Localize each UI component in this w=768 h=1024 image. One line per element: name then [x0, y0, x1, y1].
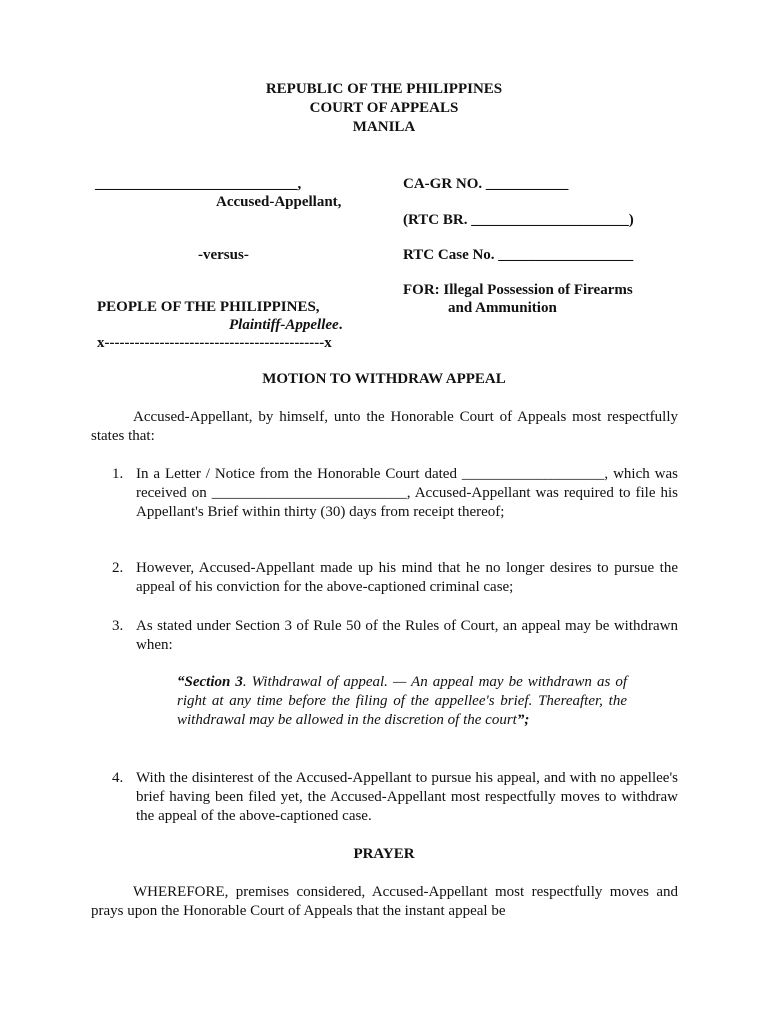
- appellee-role-end: .: [338, 317, 343, 333]
- list-item-text: In a Letter / Notice from the Honorable Court dated ___________________, which was received on __________________________, Accused-Appellant was required to file his Appellant's Brief within thirty (30) days from receipt thereof;: [136, 466, 678, 520]
- header-court: COURT OF APPEALS: [309, 100, 459, 116]
- offense-text-1: Illegal Possession of Firearms: [439, 282, 633, 298]
- intro-paragraph: Accused-Appellant, by himself, unto the Honorable Court of Appeals most respectfully states that:: [91, 409, 678, 444]
- appellee-role-line: [229, 316, 342, 335]
- quote-open: “: [177, 674, 185, 690]
- header-city: MANILA: [352, 119, 416, 135]
- for-label: FOR:: [403, 282, 440, 298]
- appellant-role: Accused-Appellant,: [216, 194, 342, 210]
- prayer-heading: PRAYER: [353, 846, 415, 862]
- appellant-name-blank: ___________________________,: [95, 176, 302, 192]
- header-republic: REPUBLIC OF THE PHILIPPINES: [265, 81, 503, 97]
- rtc-case-number: RTC Case No. __________________: [403, 247, 634, 263]
- caption-rule: x--------------------------------------------x: [97, 335, 332, 351]
- ca-gr-number: CA-GR NO. ___________: [403, 176, 569, 192]
- offense-line-2: and Ammunition: [448, 300, 557, 316]
- quote-body: . Withdrawal of appeal. — An appeal may be withdrawn as of right at any time before the filing of the appellee's brief. Thereafter, the withdrawal may be allowed in the discretion of the court: [177, 674, 627, 728]
- versus-label: -versus-: [198, 247, 249, 263]
- list-item-text: However, Accused-Appellant made up his mind that he no longer desires to pursue the appeal of his conviction for the above-captioned criminal case;: [136, 560, 678, 595]
- appellee-name: PEOPLE OF THE PHILIPPINES,: [97, 299, 320, 315]
- quote-close: ”;: [516, 712, 530, 728]
- rtc-branch: (RTC BR. _____________________): [403, 212, 634, 228]
- list-item-number: 4.: [112, 770, 124, 786]
- rule-quote: [177, 673, 627, 730]
- motion-title: MOTION TO WITHDRAW APPEAL: [262, 371, 506, 387]
- list-item-text: With the disinterest of the Accused-Appellant to pursue his appeal, and with no appellee's brief having been filed yet, the Accused-Appellant most respectfully moves to withdraw the appeal of the above-captioned case.: [136, 770, 678, 824]
- appellee-role: Plaintiff-Appellee: [229, 317, 339, 333]
- list-item-number: 3.: [112, 618, 124, 634]
- prayer-paragraph: WHEREFORE, premises considered, Accused-Appellant most respectfully moves and prays upon the Honorable Court of Appeals that the instant appeal be: [91, 884, 678, 919]
- list-item-number: 2.: [112, 560, 124, 576]
- quote-section: Section 3: [184, 674, 243, 690]
- court-header: [0, 80, 768, 137]
- offense-line-1: [403, 281, 633, 300]
- list-item-text: As stated under Section 3 of Rule 50 of the Rules of Court, an appeal may be withdrawn when:: [136, 618, 678, 653]
- list-item-number: 1.: [112, 466, 124, 482]
